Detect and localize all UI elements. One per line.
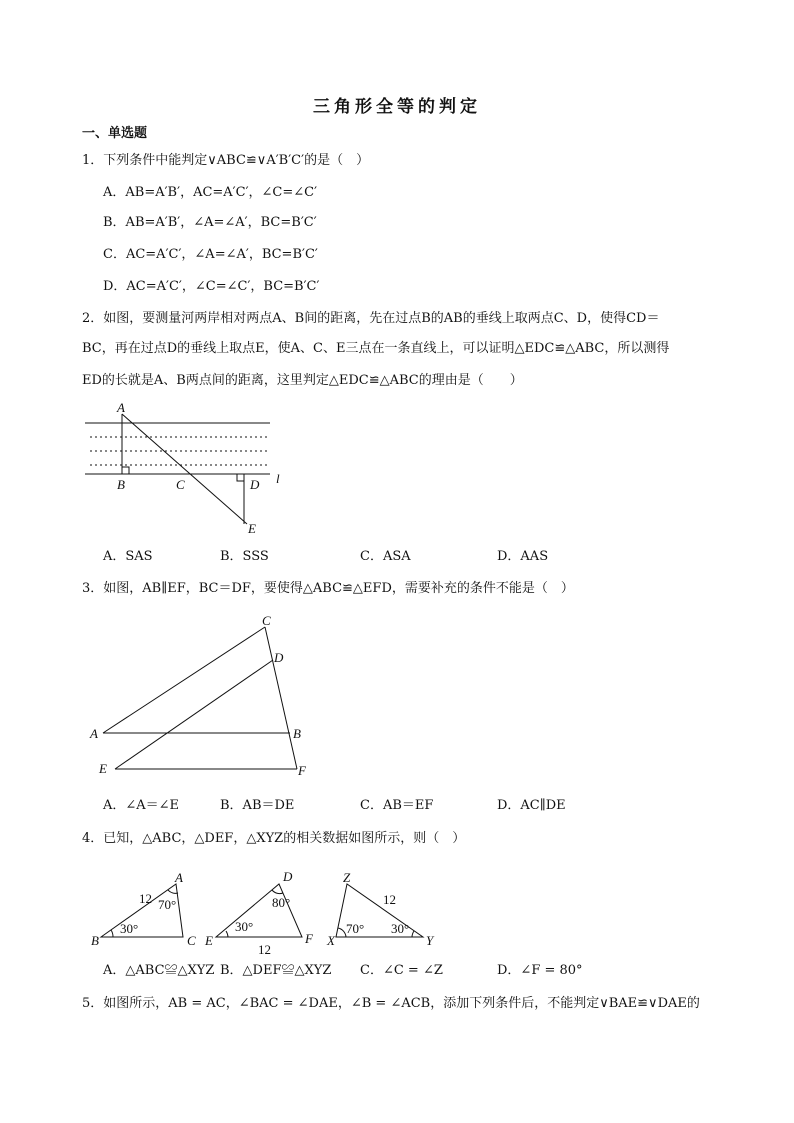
q2-option-c: C．ASA bbox=[360, 549, 411, 564]
question-5-stem: 5．如图所示，AB = AC，∠BAC = ∠DAE，∠B = ∠ACB，添加下列条件后，不能判定∨BAE≌∨DAE的 bbox=[82, 996, 700, 1011]
q4-angle-b: 30° bbox=[120, 921, 139, 936]
q3-label-c: C bbox=[262, 613, 271, 628]
q1-option-c: C．AC=A′C′，∠A=∠A′，BC=B′C′ bbox=[103, 247, 318, 262]
q1-option-a: A．AB=A′B′，AC=A′C′，∠C=∠C′ bbox=[103, 185, 318, 200]
q4-angle-e: 30° bbox=[235, 919, 254, 934]
q3-label-f: F bbox=[298, 763, 306, 778]
q4-label-c: C bbox=[187, 933, 196, 948]
q2-option-a: A．SAS bbox=[103, 549, 153, 564]
q4-label-y: Y bbox=[426, 933, 434, 948]
q4-label-b: B bbox=[91, 933, 99, 948]
q4-option-c: C．∠C = ∠Z bbox=[360, 963, 443, 978]
question-2-stem-line2: BC，再在过点D的垂线上取点E，使A、C、E三点在一条直线上，可以证明△EDC≌△ABC，所以测得 bbox=[82, 341, 670, 356]
q4-label-e: E bbox=[205, 933, 213, 948]
section-heading: 一、单选题 bbox=[82, 126, 148, 141]
q4-label-a: A bbox=[175, 870, 183, 885]
q3-label-e: E bbox=[99, 761, 107, 776]
q4-side-ef: 12 bbox=[258, 942, 271, 957]
q3-option-d: D．AC∥DE bbox=[497, 798, 566, 813]
q2-label-b: B bbox=[117, 477, 125, 492]
q3-label-b: B bbox=[293, 726, 301, 741]
q4-angle-x: 70° bbox=[346, 921, 365, 936]
q3-figure bbox=[103, 627, 297, 769]
q1-option-b: B．AB=A′B′，∠A=∠A′，BC=B′C′ bbox=[103, 215, 317, 230]
question-2-stem-line3: ED的长就是A、B两点间的距离，这里判定△EDC≌△ABC的理由是（ ） bbox=[82, 373, 523, 388]
q4-angle-d: 80° bbox=[272, 895, 291, 910]
question-2-stem-line1: 2．如图，要测量河两岸相对两点A、B间的距离，先在过点B的AB的垂线上取两点C、D，使得CD＝ bbox=[82, 311, 660, 326]
q4-side-ab: 12 bbox=[139, 891, 152, 906]
question-1-stem: 1．下列条件中能判定∨ABC≌∨A′B′C′的是（ ） bbox=[82, 153, 370, 168]
question-4-stem: 4．已知，△ABC，△DEF，△XYZ的相关数据如图所示，则（ ） bbox=[82, 831, 466, 846]
q4-label-f: F bbox=[305, 931, 313, 946]
q2-label-a: A bbox=[117, 400, 125, 415]
q2-river-figure bbox=[85, 414, 270, 524]
q4-option-d: D．∠F = 80° bbox=[497, 963, 583, 978]
q4-label-x: X bbox=[327, 933, 335, 948]
q3-option-a: A．∠A＝∠E bbox=[103, 798, 180, 813]
q3-option-b: B．AB＝DE bbox=[220, 798, 295, 813]
q4-label-z: Z bbox=[343, 870, 351, 885]
q2-option-b: B．SSS bbox=[220, 549, 269, 564]
q2-label-l: l bbox=[276, 471, 280, 486]
q4-option-a: A．△ABC≌△XYZ bbox=[103, 963, 215, 978]
q2-label-c: C bbox=[176, 477, 185, 492]
q4-option-b: B．△DEF≌△XYZ bbox=[220, 963, 332, 978]
q3-option-c: C．AB＝EF bbox=[360, 798, 434, 813]
q2-option-d: D．AAS bbox=[497, 549, 549, 564]
q4-angle-y: 30° bbox=[391, 921, 410, 936]
page-title: 三角形全等的判定 bbox=[313, 97, 481, 117]
q3-label-d: D bbox=[274, 650, 284, 665]
question-3-stem: 3．如图，AB∥EF，BC＝DF，要使得△ABC≌△EFD，需要补充的条件不能是（ ） bbox=[82, 581, 574, 596]
q4-angle-a: 70° bbox=[158, 897, 177, 912]
q3-label-a: A bbox=[90, 726, 98, 741]
q2-label-e: E bbox=[248, 521, 256, 536]
q4-side-zy: 12 bbox=[383, 892, 396, 907]
q2-label-d: D bbox=[250, 477, 260, 492]
q1-option-d: D．AC=A′C′，∠C=∠C′，BC=B′C′ bbox=[103, 279, 320, 294]
q4-label-d: D bbox=[283, 869, 293, 884]
